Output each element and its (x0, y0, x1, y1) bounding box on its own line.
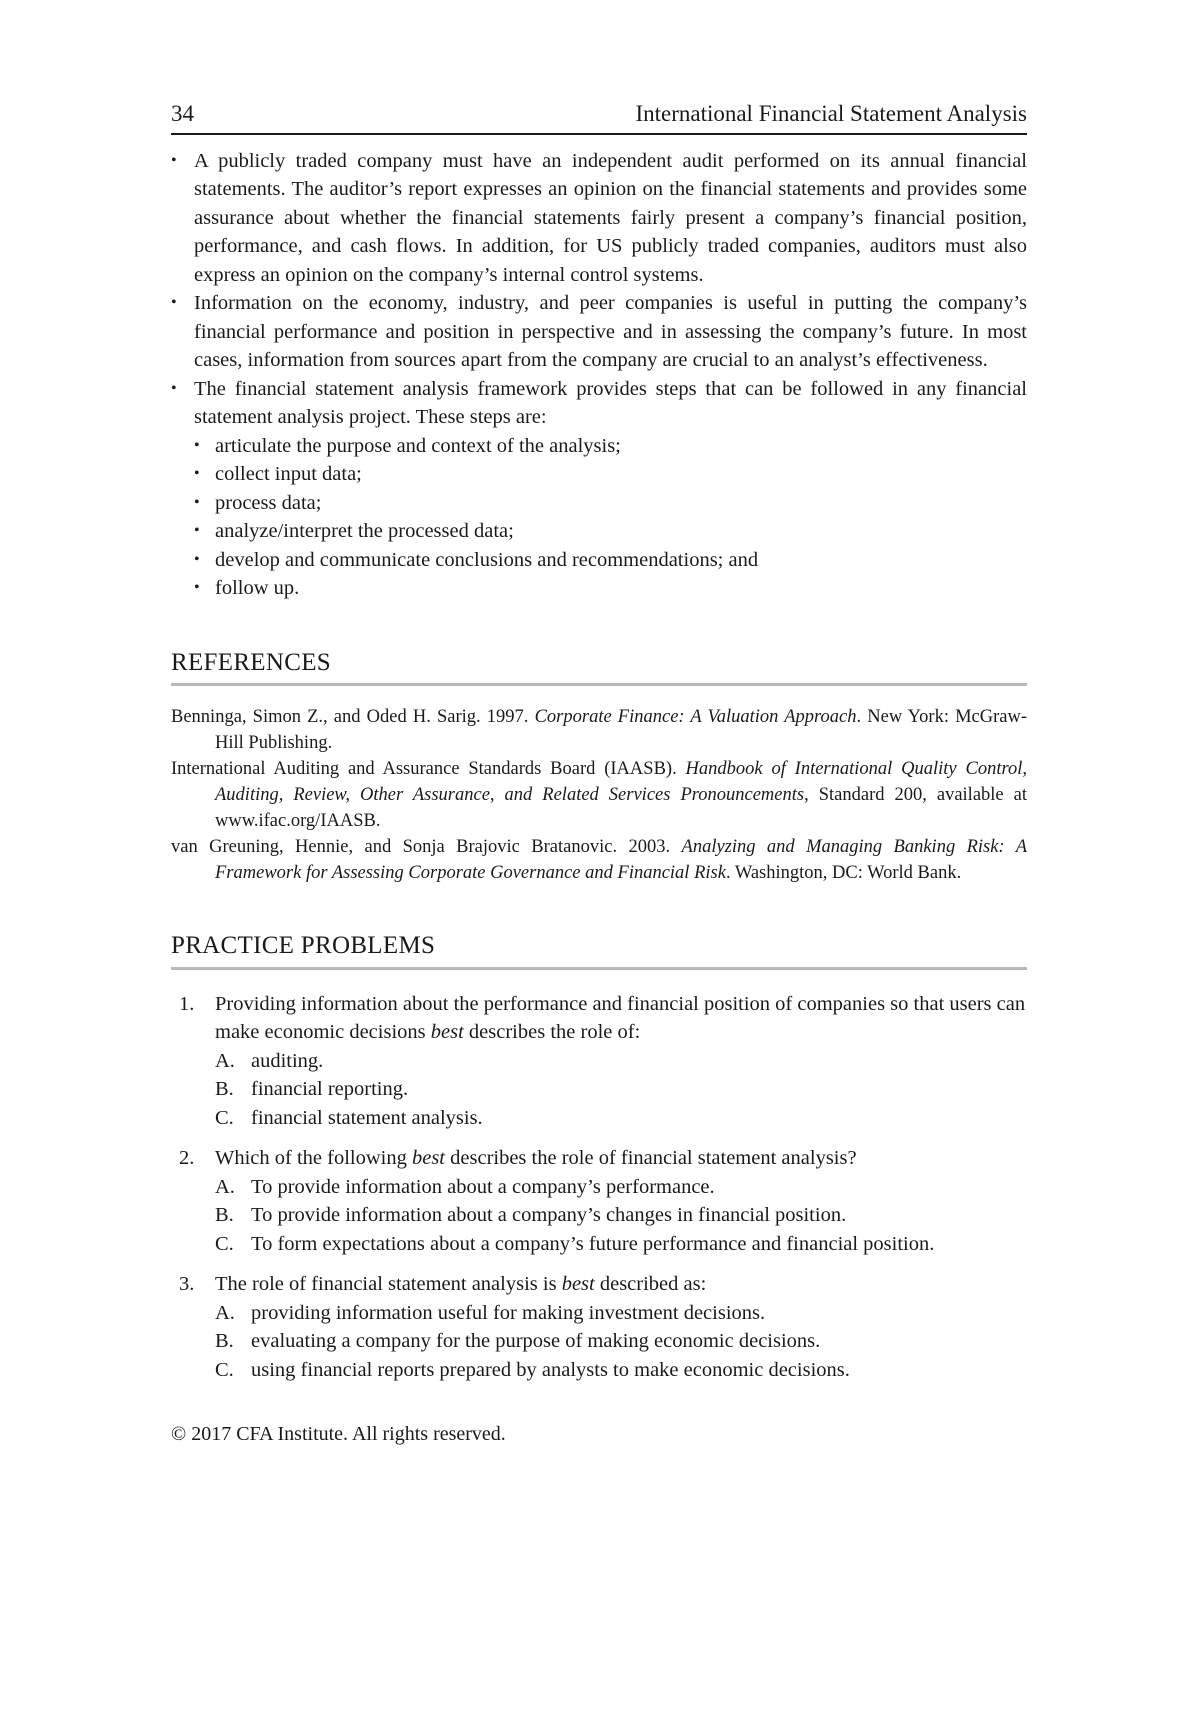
references-heading: REFERENCES (171, 649, 1027, 687)
answer-option (215, 1047, 1027, 1076)
answer-option (215, 1299, 1027, 1328)
reference-item (171, 704, 1027, 756)
problem-item (171, 990, 1027, 1133)
question-text: Providing information about the performance and financial position of companies so that users can make economic decisions (215, 992, 1026, 1043)
question-text: describes the role of: (463, 1021, 641, 1043)
option-label: C. (215, 1106, 234, 1129)
ref-title: Corporate Finance: A Valuation Approach (534, 707, 857, 727)
copyright-notice: © 2017 CFA Institute. All rights reserved. (171, 1423, 506, 1445)
step-item: • collect input data; (194, 460, 1027, 489)
option-text: To provide information about a company’s changes in financial position. (251, 1204, 847, 1226)
practice-problems-heading: PRACTICE PROBLEMS (171, 932, 1027, 970)
document-page (171, 100, 1027, 1449)
option-text: providing information useful for making investment decisions. (251, 1301, 766, 1324)
question-text: described as: (594, 1273, 707, 1295)
ref-title: Handbook of International Quality Control, Auditing, Review, Other Assurance, and Related Services Pronouncements (215, 759, 1027, 805)
option-text: To provide information about a company’s performance. (251, 1175, 715, 1198)
step-item: • develop and communicate conclusions and recommendations; and (194, 546, 1027, 575)
step-item: • analyze/interpret the processed data; (194, 517, 1027, 546)
summary-bullets (171, 147, 1027, 603)
option-label: A. (215, 1049, 235, 1072)
ref-publisher: . New York: McGraw-Hill Publishing. (215, 707, 1028, 753)
answer-option (215, 1075, 1027, 1104)
bullet-item: • Information on the economy, industry, and peer companies is useful in putting the company’s financial performance and position in perspective and in assessing the company’s future. In most cases, information from sources apart from the company are crucial to an analyst’s effectiveness. (171, 289, 1027, 375)
running-header (171, 100, 1027, 135)
answer-option (215, 1327, 1027, 1356)
option-label: B. (215, 1330, 234, 1352)
question-text: Which of the following (215, 1147, 412, 1169)
problem-question (215, 1144, 1027, 1173)
answer-option (215, 1104, 1027, 1133)
problem-number: 1. (179, 992, 195, 1015)
problem-number: 3. (179, 1273, 195, 1295)
running-title: International Financial Statement Analysis (635, 101, 1027, 126)
option-text: financial reporting. (251, 1078, 409, 1100)
option-text: financial statement analysis. (251, 1106, 483, 1129)
option-label: C. (215, 1358, 234, 1381)
answer-option (215, 1173, 1027, 1202)
step-item: • articulate the purpose and context of the analysis; (194, 432, 1027, 461)
option-label: C. (215, 1232, 234, 1255)
question-emphasis: best (561, 1273, 595, 1295)
framework-steps (194, 432, 1027, 603)
answer-option (215, 1201, 1027, 1230)
problem-number: 2. (179, 1147, 195, 1169)
step-item: • process data; (194, 489, 1027, 518)
option-text: using financial reports prepared by analysts to make economic decisions. (251, 1358, 850, 1381)
option-label: A. (215, 1301, 235, 1324)
page-number: 34 (171, 101, 194, 126)
ref-publisher: , Standard 200, available at www.ifac.org/IAASB. (215, 785, 1027, 831)
answer-options (215, 1299, 1027, 1385)
practice-problems-list (171, 990, 1027, 1385)
ref-authors: Benninga, Simon Z., and Oded H. Sarig. 1997. (171, 707, 535, 727)
problem-question (215, 1270, 1027, 1299)
question-emphasis: best (411, 1147, 446, 1169)
problem-item (171, 1270, 1027, 1384)
question-text: describes the role of financial statement analysis? (445, 1147, 857, 1169)
ref-title: Analyzing and Managing Banking Risk: A Framework for Assessing Corporate Governance and Financial Risk (215, 837, 1027, 883)
ref-authors: van Greuning, Hennie, and Sonja Brajovic Bratanovic. 2003. (171, 837, 682, 857)
ref-authors: International Auditing and Assurance Standards Board (IAASB). (171, 759, 686, 779)
bullet-item: • A publicly traded company must have an independent audit performed on its annual financial statements. The auditor’s report expresses an opinion on the financial statements and provides some assurance about whether the financial statements fairly present a company’s financial position, performance, and cash flows. In addition, for US publicly traded companies, auditors must also express an opinion on the company’s internal control systems. (171, 147, 1027, 290)
option-text: auditing. (251, 1049, 324, 1072)
bullet-item (171, 375, 1027, 603)
step-item: • follow up. (194, 574, 1027, 603)
reference-item (171, 834, 1027, 886)
answer-option (215, 1356, 1027, 1385)
answer-option (215, 1230, 1027, 1259)
option-label: B. (215, 1078, 234, 1100)
option-label: B. (215, 1204, 234, 1226)
option-text: evaluating a company for the purpose of making economic decisions. (251, 1330, 821, 1352)
references-list (171, 704, 1027, 886)
ref-publisher: . Washington, DC: World Bank. (725, 863, 962, 883)
problem-question (215, 990, 1027, 1047)
answer-options (215, 1047, 1027, 1133)
reference-item (171, 756, 1027, 834)
problem-item (171, 1144, 1027, 1258)
option-label: A. (215, 1175, 235, 1198)
question-emphasis: best (430, 1021, 464, 1043)
question-text: The role of financial statement analysis is (215, 1273, 562, 1295)
answer-options (215, 1173, 1027, 1259)
option-text: To form expectations about a company’s future performance and financial position. (251, 1232, 935, 1255)
bullet-text: The financial statement analysis framework provides steps that can be followed in any financial statement analysis project. These steps are: (194, 377, 1027, 428)
